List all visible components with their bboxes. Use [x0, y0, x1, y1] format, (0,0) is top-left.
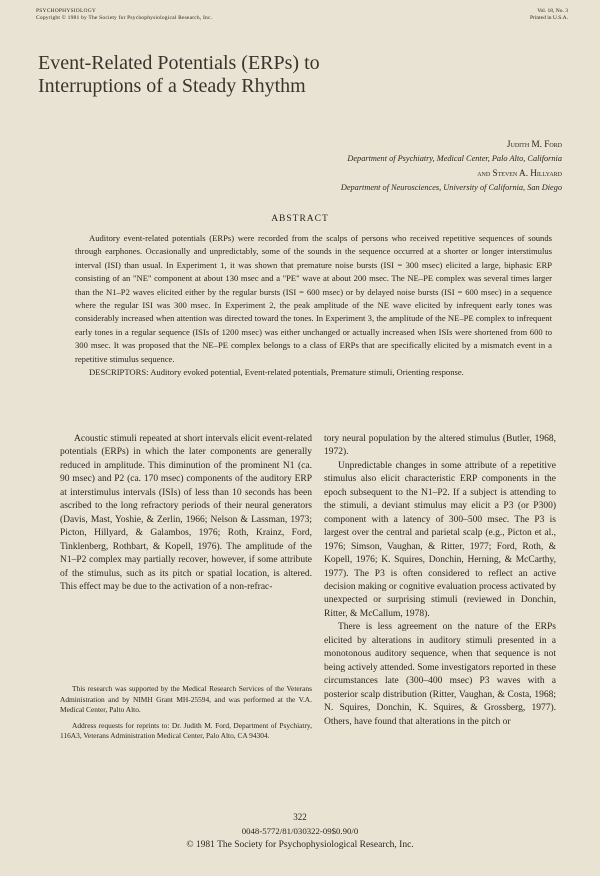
printed-in: Printed in U.S.A. [529, 15, 568, 21]
abstract-heading: ABSTRACT [271, 214, 329, 224]
header-copyright: Copyright © 1981 by The Society for Psychophysiological Research, Inc. [36, 15, 213, 21]
affiliation-2: Department of Neurosciences, University of California, San Diego [340, 183, 562, 192]
descriptors: DESCRIPTORS: Auditory evoked potential, Event-related potentials, Premature stimuli, Orienting response. [89, 367, 464, 378]
right-column [324, 433, 556, 729]
abstract-body: Auditory event-related potentials (ERPs) were recorded from the scalps of persons who received repetitive sequences of sounds through earphones. Occasionally and unpredictably, some of the sounds in the sequence occurred at a shorter or longer interstimulus interval (ISI) than usual. In Experiment 1, it was shown that premature noise bursts (ISI = 300 msec) elicited a large, biphasic ERP consisting of an "NE" component at about 130 msec and a "PE" wave at about 200 msec. The NE–PE complex was several times larger than the N1–P2 waves elicited either by the regular bursts (ISI = 600 msec) or by delayed noise bursts (ISI = 600 msec) in a sequence where the regular ISI was 300 msec. In Experiment 2, the peak amplitude of the NE wave elicited by infrequent early tones was considerably increased when attention was directed toward the tones. In Experiment 3, the amplitude of the NE–PE complex to infrequent early tones in a regular sequence (ISIs of 1200 msec) was either unchanged or actually increased when ISIs were shortened from 600 to 300 msec. It was proposed that the NE–PE complex belongs to a class of ERPs that are specifically elicited by a mismatch event in a repetitive stimulus sequence. [75, 233, 552, 364]
right-paragraph-1: tory neural population by the altered stimulus (Butler, 1968, 1972). [324, 434, 556, 458]
running-header-left [36, 8, 212, 22]
footnotes [60, 684, 312, 747]
title-line-2: Interruptions of a Steady Rhythm [38, 75, 306, 97]
abstract [75, 232, 552, 379]
author-1: Judith M. Ford [506, 139, 562, 149]
article-title [38, 52, 320, 98]
running-header-right [530, 8, 568, 22]
title-line-1: Event-Related Potentials (ERPs) to [38, 52, 320, 74]
journal-name: PSYCHOPHYSIOLOGY [36, 8, 97, 14]
author-2: and Steven A. Hillyard [477, 168, 562, 178]
left-column [60, 433, 312, 594]
footnote-funding: This research was supported by the Medical Research Services of the Veterans Administration and by NIMH Grant MH-25594, and was performed at the V.A. Medical Center, Palto Alto. [60, 684, 312, 715]
footnote-reprints: Address requests for reprints to: Dr. Judith M. Ford, Department of Psychiatry, 116A3, Veterans Administration Medical Center, Palo Alto, CA 94304. [60, 720, 312, 741]
affiliation-1: Department of Psychiatry, Medical Center, Palo Alto, California [347, 154, 562, 163]
right-paragraph-3: There is less agreement on the nature of the ERPs elicited by alterations in auditory stimuli presented in a monotonous auditory sequence, when that sequence is not being actively attended. Some investigators reported in these circumstances late (300–400 msec) P3 waves with a posterior scalp distribution (Ritter, Vaughan, & Costa, 1968; N. Squires, Donchin, K. Squires, & Grossberg, 1977). Others, have found that alterations in the pitch or [324, 622, 556, 727]
intro-paragraph: Acoustic stimuli repeated at short intervals elicit event-related potentials (ERPs) in which the later components are generally reduced in amplitude. This diminution of the prominent N1 (ca. 90 msec) and P2 (ca. 170 msec) components of the auditory ERP at interstimulus intervals (ISIs) of less than 10 seconds has been ascribed to the long refractory periods of their neural generators (Davis, Mast, Yoshie, & Zerlin, 1966; Nelson & Lassman, 1973; Picton, Hillyard, & Galambos, 1976; Roth, Krainz, Ford, Tinklenberg, Rothbart, & Kopell, 1976). The amplitude of the N1–P2 complex may partially recover, however, if some attribute of the stimulus, such as its pitch or spatial location, is altered. This effect may be due to the activation of a non-refrac- [60, 434, 312, 592]
volume-issue: Vol. 18, No. 3 [537, 8, 568, 14]
issn-line: 0048-5772/81/030322-09$0.90/0 [241, 826, 359, 836]
copyright-line: © 1981 The Society for Psychophysiological Research, Inc. [186, 840, 414, 850]
right-paragraph-2: Unpredictable changes in some attribute of a repetitive stimulus also elicit characteristic ERP components in the epoch subsequent to the N1–P2. If a subject is attending to the stimuli, a deviant stimulus may elicit a P3 (or P300) component with a latency of 300–500 msec. The P3 is largest over the central and parietal scalp (e.g., Picton et al., 1976; Simson, Vaughan, & Ritter, 1977; Ford, Roth, & Kopell, 1976; K. Squires, Donchin, Herning, & McCarthy, 1977). The P3 is often considered to reflect an active decision making or cognitive evaluation process activated by unexpected or surprising stimuli (reviewed in Donchin, Ritter, & McCallum, 1978). [324, 460, 556, 619]
page-number: 322 [293, 812, 307, 822]
